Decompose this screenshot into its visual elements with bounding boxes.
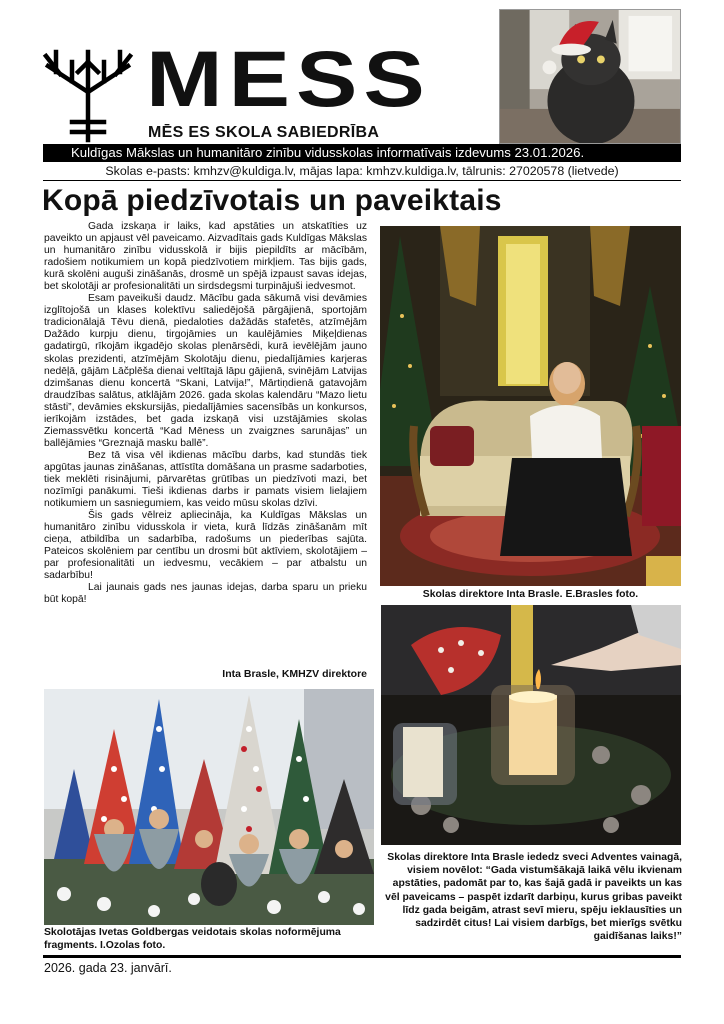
cat-with-santa-hat-photo [499, 9, 681, 144]
gnomes-photo-caption: Skolotājas Ivetas Goldbergas veidotais skolas noformējuma fragments. I.Ozolas foto. [44, 927, 341, 951]
article-body [44, 221, 367, 607]
article-paragraph: Šis gads vēlreiz apliecināja, ka Kuldīgas Mākslas un humanitāro zinību vidusskola ir vieta, kurā līdzās zināšanām mīt cieņa, atbildība un sadarbība, radošums un piederības sajūta. Pateicos skolēniem par centību un drosmi būt aktīviem, skolotājiem – par profesionalitāti un iedvesmu, vecākiem – par atbalstu un sadarbību! [44, 510, 367, 582]
contact-info: Skolas e-pasts: kmhzv@kuldiga.lv, mājas lapa: kmhzv.kuldiga.lv, tālrunis: 27020578 (lietvede) [43, 163, 681, 181]
gnomes-decoration-photo [44, 689, 374, 925]
director-photo-caption: Skolas direktore Inta Brasle. E.Brasles foto. [422, 589, 639, 600]
article-paragraph: Bez tā visa vēl ikdienas mācību darbs, kad stundās tiek apgūtas jaunas zināšanas, attīstīta domāšana un prasme sadarboties, tiek meklēti risinājumi, pārvarētas grūtības un piedzīvoti mazi, bet nozīmīgi panākumi. Tieši ikdienas darbs ir pamats visiem lielajiem notikumiem un sasniegumiem, kas veido mūsu skolas dzīvi. [44, 449, 367, 510]
article-headline: Kopā piedzīvotais un paveiktais [42, 184, 502, 217]
director-photo [380, 226, 681, 586]
article-signature: Inta Brasle, KMHZV direktore [222, 668, 367, 680]
newspaper-title: MESS [146, 35, 431, 124]
footer-divider [43, 955, 681, 958]
candle-photo-caption: Skolas direktore Inta Brasle iededz sveci Adventes vainagā, visiem novēlot: “Gada vistumšākajā laikā vēlu ikvienam apstāties, padomāt par to, kas šajā gadā ir paveikts un kas vēl paveicams – paspēt izdarīt darbiņu, kurus gribas paveikt līdz gada beigām, atrast sevī mieru, spēju ieklausīties un sadzirdēt citus! Lai visiem darbīgs, bet mierīgs svētku gaidīšanas laiks!” [385, 852, 682, 943]
footer-date: 2026. gada 23. janvārī. [44, 961, 172, 975]
advent-candle-photo [381, 605, 681, 845]
school-logo-symbol [42, 48, 134, 144]
article-paragraph: Gada izskaņa ir laiks, kad apstāties un atskatīties uz paveikto un apjaust vēl paveicamo. Aizvadītais gads Kuldīgas Mākslas un humanitāro zinību vidusskolā ir bijis piepildīts ar mācībām, radošiem notikumiem un kopā piedzīvotiem mirkļiem. Tas bijis gads, kurā skolēni auguši zināšanās, drosmē un spējā izpaust savas idejas, bet skolotāji ar profesionalitāti un sirdsdegsmi turpinājuši iedvesmot. [44, 221, 367, 293]
article-paragraph: Lai jaunais gads nes jaunas idejas, darba sparu un prieku būt kopā! [44, 582, 367, 606]
issue-info-bar: Kuldīgas Mākslas un humanitāro zinību vidusskolas informatīvais izdevums 23.01.2026. [43, 144, 681, 162]
newspaper-subtitle: MĒS ES SKOLA SABIEDRĪBA [148, 124, 380, 141]
article-paragraph: Esam paveikuši daudz. Mācību gada sākumā visi devāmies izglītojošā un klases kolektīvu saliedējošā pārgājienā, sportojām tradicionālajā Tēvu dienā, piedaloties dažādās stafetēs, atzīmējām Dažādo kurpju dienu, tirgojāmies un kaulējāmies Miķeļdienas gadatirgū, rīkojām ikgadējo skolas plenārsēdi, kurā ievēlējām jauno skolas prezidenti, atzīmējām Skolotāju dienu, piedalījāmies karjeras nedēļā, gājām Lāčplēša dienai veltītajā lāpu gājienā, svinējām Latvijas dzimšanas dienu koncertā “Skani, Latvija!”, Mārtiņdienā gatavojām draudzības salātus, atklājām 2026. gada skolas kalendāru “Mazo lietu stāsti”, devāmies ekskursijās, piedalījāmies sacensībās un konkursos, ierīkojām izstādes, bet gada izskaņā visi uzstājāmies skolas Ziemassvētku koncertā “Kad Mēness un zvaigznes sarunājas” un ballējāmies “Greznajā masku ballē”. [44, 293, 367, 449]
